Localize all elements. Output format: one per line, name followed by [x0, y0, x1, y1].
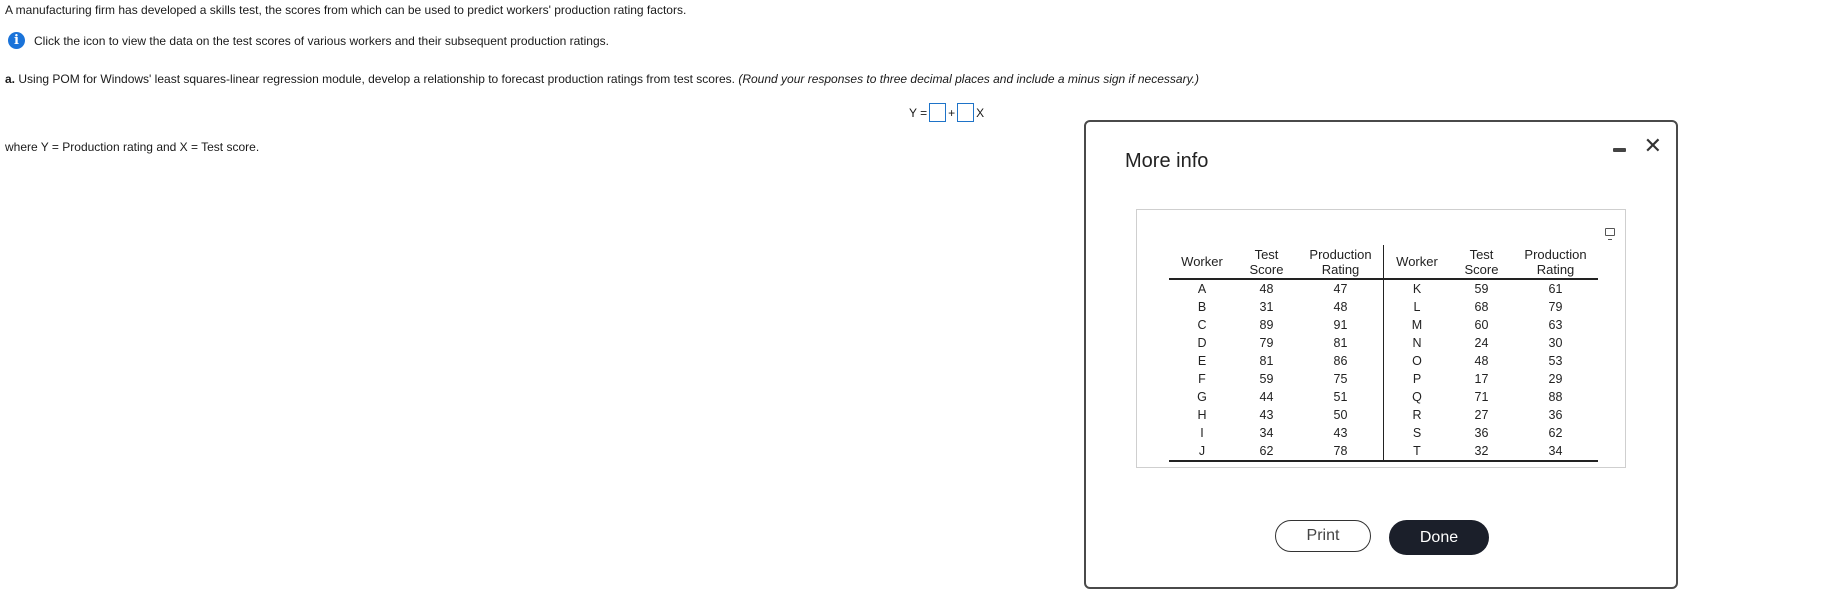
cell: 51 — [1298, 388, 1384, 406]
equation-variable: X — [976, 105, 985, 120]
cell: 68 — [1474, 300, 1489, 314]
cell: I — [1200, 426, 1204, 440]
cell: D — [1197, 336, 1207, 350]
col-production-rating: Production Rating — [1298, 245, 1384, 279]
print-button[interactable]: Print — [1275, 520, 1371, 552]
cell: P — [1412, 372, 1422, 386]
col-test-score: Test Score — [1464, 246, 1499, 277]
cell: 61 — [1548, 282, 1563, 296]
cell: 44 — [1259, 390, 1274, 404]
cell: 17 — [1474, 372, 1489, 386]
variable-definition: where Y = Production rating and X = Test score. — [5, 140, 260, 154]
cell: B — [1197, 300, 1207, 314]
cell: 47 — [1298, 279, 1384, 298]
cell: 59 — [1474, 282, 1489, 296]
cell: 78 — [1298, 442, 1384, 461]
col-worker: Worker — [1181, 254, 1223, 269]
cell: H — [1197, 408, 1207, 422]
cell: 34 — [1259, 426, 1274, 440]
cell: 89 — [1259, 318, 1274, 332]
cell: 88 — [1548, 390, 1563, 404]
equation-plus: + — [948, 105, 956, 120]
cell: 53 — [1548, 354, 1563, 368]
cell: 71 — [1474, 390, 1489, 404]
table-row — [1169, 316, 1598, 334]
table-row — [1169, 334, 1598, 352]
cell: 81 — [1298, 334, 1384, 352]
cell: 63 — [1548, 318, 1563, 332]
table-row — [1169, 388, 1598, 406]
cell: S — [1412, 426, 1422, 440]
slope-answer-box[interactable] — [957, 103, 974, 122]
cell: C — [1197, 318, 1207, 332]
cell: Q — [1412, 390, 1422, 404]
cell: 34 — [1548, 444, 1563, 458]
cell: 62 — [1548, 426, 1563, 440]
cell: 43 — [1298, 424, 1384, 442]
cell: K — [1412, 282, 1422, 296]
dialog-title: More info — [1125, 150, 1209, 172]
cell: 60 — [1474, 318, 1489, 332]
cell: 27 — [1474, 408, 1489, 422]
question-a — [5, 72, 1199, 86]
cell: 36 — [1548, 408, 1563, 422]
worker-data-table — [1169, 245, 1598, 462]
col-production-rating: Production Rating — [1524, 246, 1587, 277]
info-icon[interactable]: i — [8, 32, 25, 49]
more-info-dialog — [1084, 120, 1678, 589]
cell: 29 — [1548, 372, 1563, 386]
copy-icon[interactable] — [1605, 228, 1615, 236]
intercept-answer-box[interactable] — [929, 103, 946, 122]
question-label: a. — [5, 72, 16, 86]
minimize-icon[interactable] — [1613, 148, 1626, 152]
cell: 24 — [1474, 336, 1489, 350]
col-worker: Worker — [1396, 254, 1438, 269]
cell: 43 — [1259, 408, 1274, 422]
cell: 79 — [1259, 336, 1274, 350]
cell: 31 — [1259, 300, 1274, 314]
cell: 36 — [1474, 426, 1489, 440]
table-row — [1169, 298, 1598, 316]
cell: 75 — [1298, 370, 1384, 388]
question-note: (Round your responses to three decimal places and include a minus sign if necessary.) — [738, 72, 1200, 86]
cell: L — [1413, 300, 1421, 314]
cell: 59 — [1259, 372, 1274, 386]
cell: 62 — [1259, 444, 1274, 458]
col-test-score: Test Score — [1249, 246, 1284, 277]
cell: 48 — [1298, 298, 1384, 316]
cell: A — [1197, 282, 1207, 296]
cell: G — [1197, 390, 1207, 404]
cell: 81 — [1259, 354, 1274, 368]
table-row — [1169, 370, 1598, 388]
data-hint-text: Click the icon to view the data on the test scores of various workers and their subsequent production ratings. — [34, 33, 609, 48]
table-row — [1169, 424, 1598, 442]
cell: 50 — [1298, 406, 1384, 424]
cell: 79 — [1548, 300, 1563, 314]
data-hint — [8, 32, 609, 49]
table-row — [1169, 406, 1598, 424]
cell: 48 — [1259, 282, 1274, 296]
cell: T — [1413, 444, 1421, 458]
cell: 48 — [1474, 354, 1489, 368]
regression-equation — [909, 103, 984, 122]
cell: 91 — [1298, 316, 1384, 334]
equation-lhs: Y = — [909, 105, 928, 120]
data-table-panel — [1136, 209, 1626, 468]
question-text: Using POM for Windows' least squares-linear regression module, develop a relationship to forecast production ratings from test scores. — [18, 72, 735, 86]
cell: 30 — [1548, 336, 1563, 350]
cell: F — [1198, 372, 1206, 386]
table-row — [1169, 442, 1598, 461]
cell: N — [1412, 336, 1422, 350]
cell: 86 — [1298, 352, 1384, 370]
cell: O — [1412, 354, 1422, 368]
cell: R — [1412, 408, 1422, 422]
table-row — [1169, 352, 1598, 370]
close-icon[interactable]: ✕ — [1643, 133, 1662, 158]
cell: 32 — [1474, 444, 1489, 458]
cell: E — [1197, 354, 1207, 368]
cell: M — [1411, 318, 1423, 332]
cell: J — [1198, 444, 1206, 458]
table-header-row — [1169, 245, 1598, 279]
problem-intro: A manufacturing firm has developed a skills test, the scores from which can be used to predict workers' production rating factors. — [5, 3, 687, 17]
done-button[interactable]: Done — [1389, 520, 1489, 555]
table-row — [1169, 279, 1598, 298]
